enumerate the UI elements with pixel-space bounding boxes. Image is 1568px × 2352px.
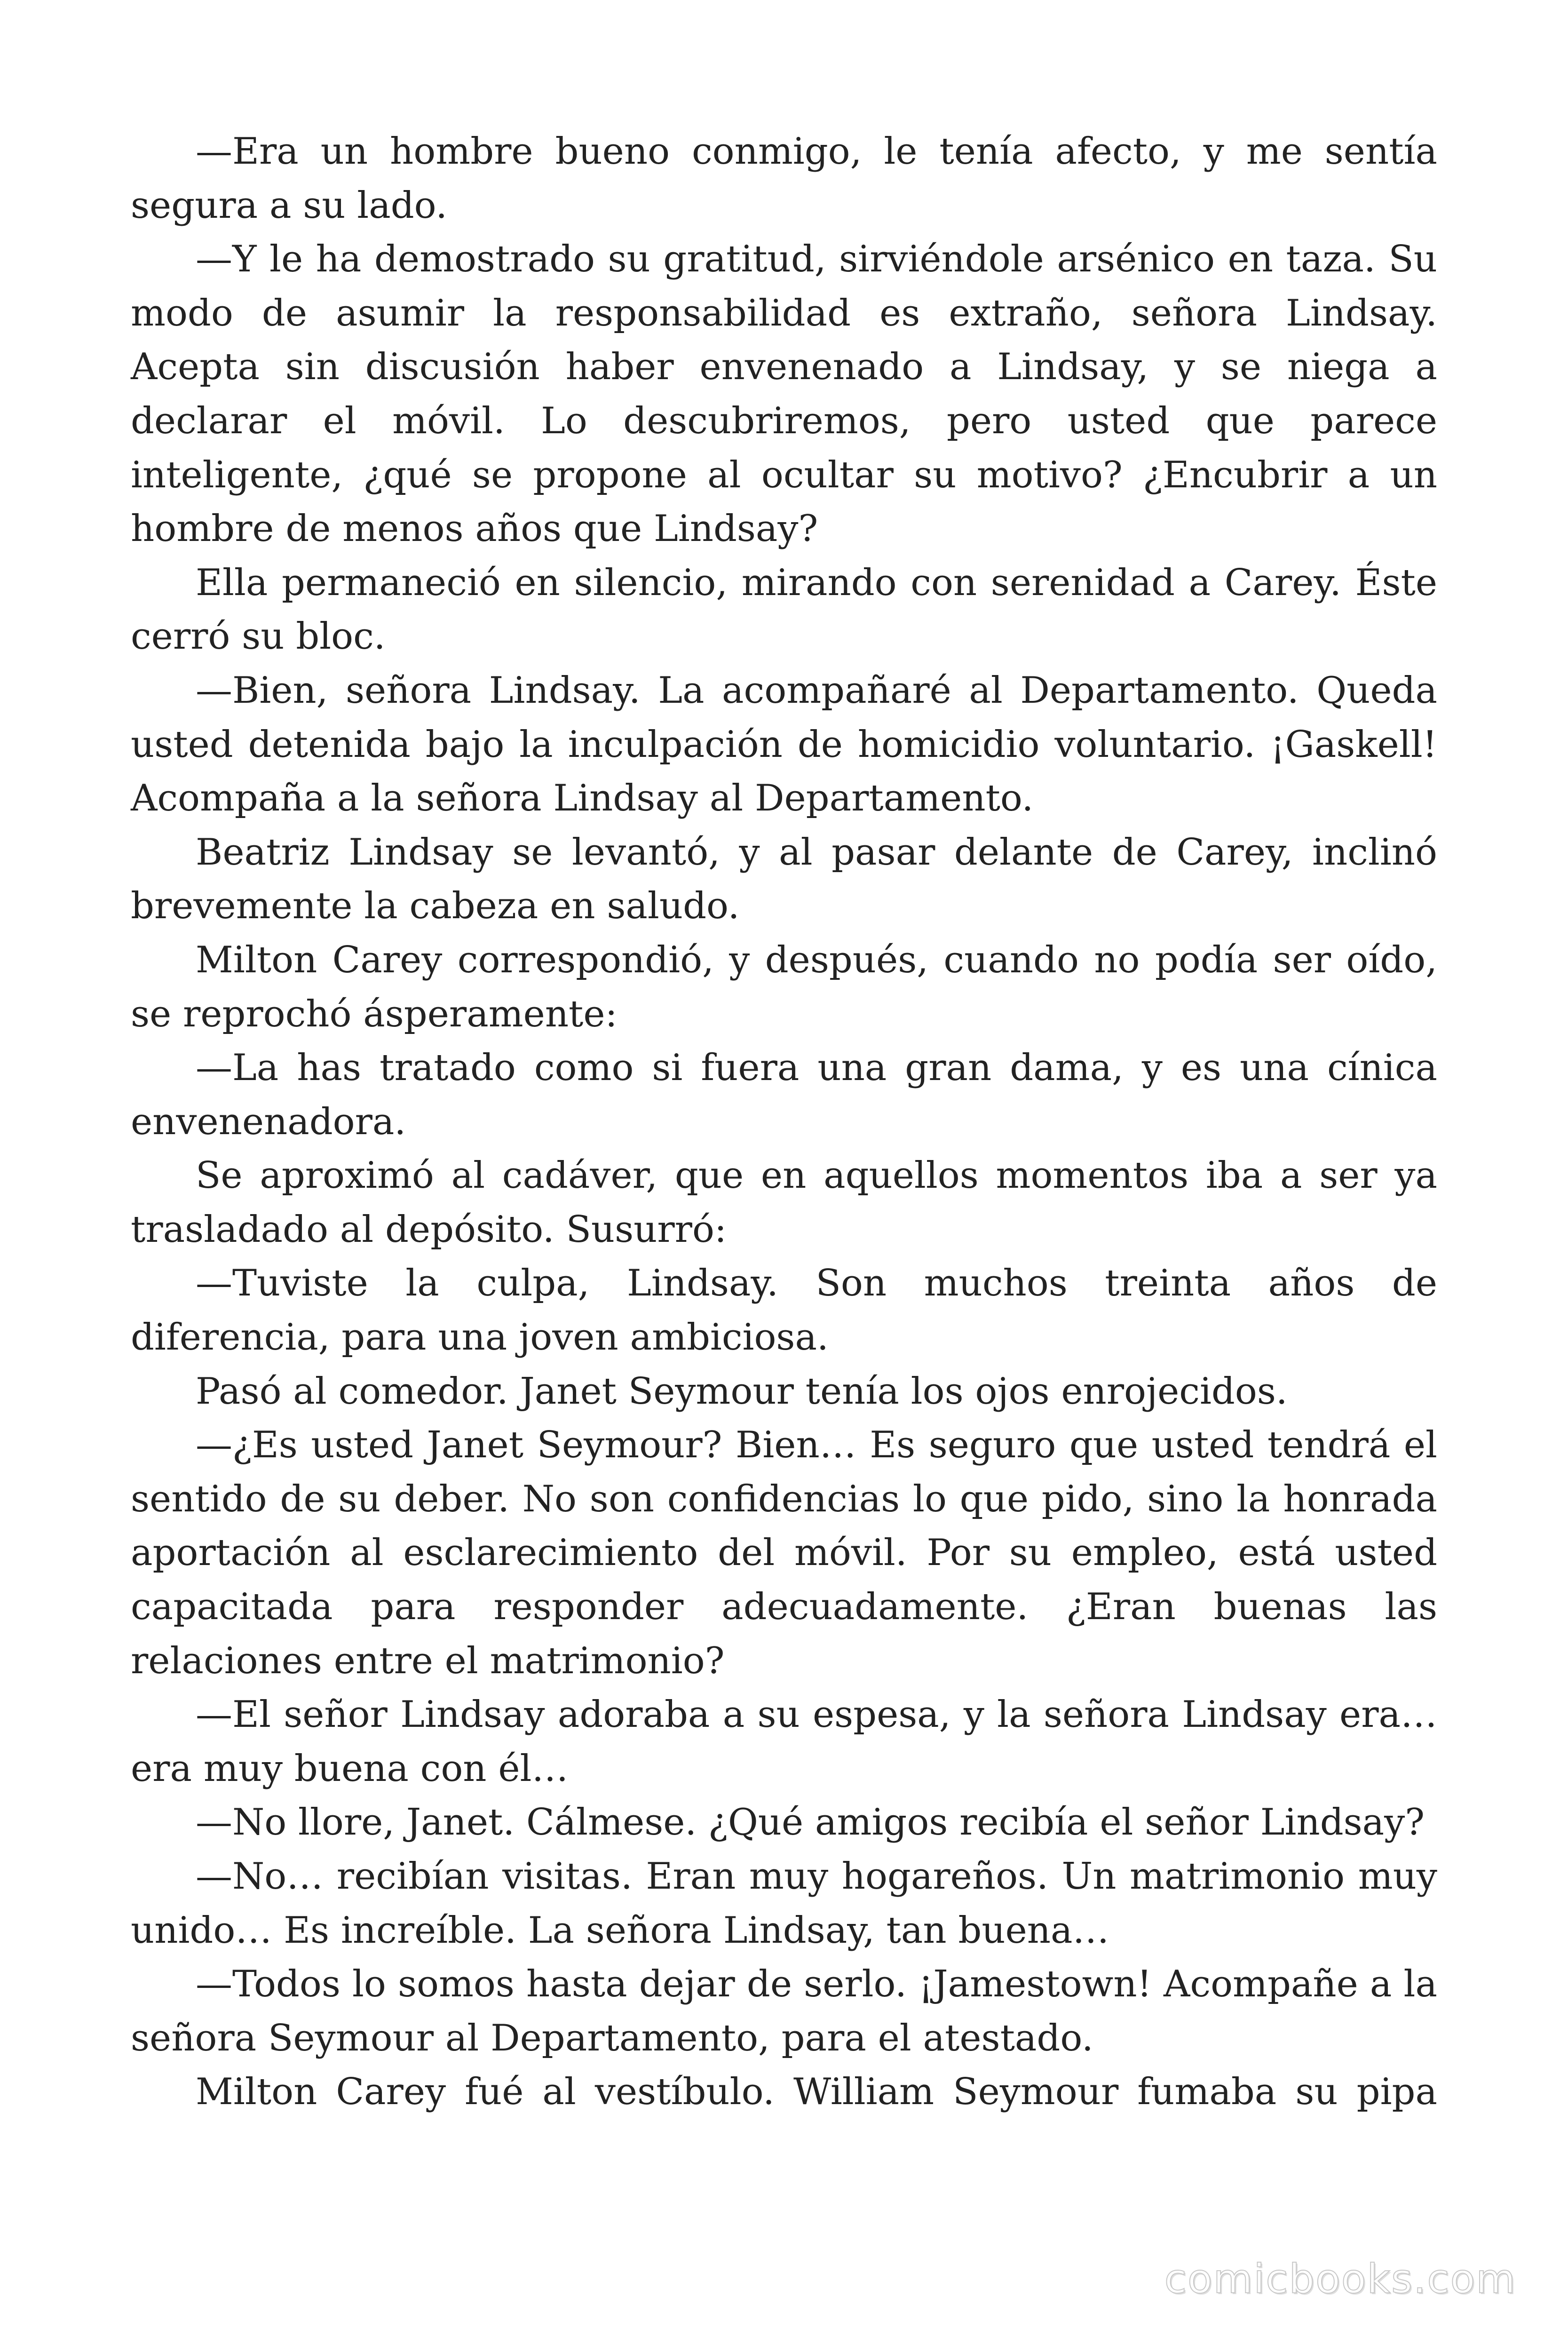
paragraph: —La has tratado como si fuera una gran dama, y es una cínica envenenadora. (131, 1047, 1437, 1143)
paragraph: —Y le ha demostrado su gratitud, sirviéndole arsénico en taza. Su modo de asumir la responsabilidad es extraño, señora Lindsay. Acepta sin discusión haber envenenado a Lindsay, y se niega a declarar el móvil. Lo descubriremos, pero usted que parece inteligente, ¿qué se propone al ocultar su motivo? ¿Encubrir a un hombre de menos años que Lindsay? (131, 238, 1437, 550)
paragraph: —No… recibían visitas. Eran muy hogareños. Un matrimonio muy unido… Es increíble. La señora Lindsay, tan buena… (131, 1855, 1437, 1952)
paragraph: —Tuviste la culpa, Lindsay. Son muchos treinta años de diferencia, para una joven ambiciosa. (131, 1262, 1437, 1359)
paragraph-continued: Milton Carey fué al vestíbulo. William Seymour fumaba su pipa (196, 2071, 1437, 2114)
paragraph: Milton Carey correspondió, y después, cuando no podía ser oído, se reprochó ásperamente: (131, 938, 1437, 1035)
paragraph: Se aproximó al cadáver, que en aquellos momentos iba a ser ya trasladado al depósito. Susurró: (131, 1154, 1437, 1251)
paragraph: Beatriz Lindsay se levantó, y al pasar delante de Carey, inclinó brevemente la cabeza en saludo. (131, 831, 1437, 928)
paragraph: —Todos lo somos hasta dejar de serlo. ¡Jamestown! Acompañe a la señora Seymour al Departamento, para el atestado. (131, 1963, 1437, 2059)
paragraph: —No llore, Janet. Cálmese. ¿Qué amigos recibía el señor Lindsay? (196, 1801, 1425, 1844)
paragraph: —El señor Lindsay adoraba a su espesa, y la señora Lindsay era… era muy buena con él… (131, 1693, 1437, 1790)
paragraph: Ella permaneció en silencio, mirando con serenidad a Carey. Éste cerró su bloc. (131, 561, 1437, 658)
paragraph: Pasó al comedor. Janet Seymour tenía los ojos enrojecidos. (196, 1370, 1288, 1413)
paragraph: —Bien, señora Lindsay. La acompañaré al Departamento. Queda usted detenida bajo la inculpación de homicidio voluntario. ¡Gaskell! Acompaña a la señora Lindsay al Departamento. (131, 669, 1437, 820)
paragraph: —Era un hombre bueno conmigo, le tenía afecto, y me sentía segura a su lado. (131, 130, 1437, 227)
page-body-text (131, 125, 1437, 2119)
watermark: comicbooks.com (1164, 2256, 1516, 2303)
paragraph: —¿Es usted Janet Seymour? Bien… Es seguro que usted tendrá el sentido de su deber. No son confidencias lo que pido, sino la honrada aportación al esclarecimiento del móvil. Por su empleo, está usted capacitada para responder adecuadamente. ¿Eran buenas las relaciones entre el matrimonio? (131, 1424, 1437, 1682)
